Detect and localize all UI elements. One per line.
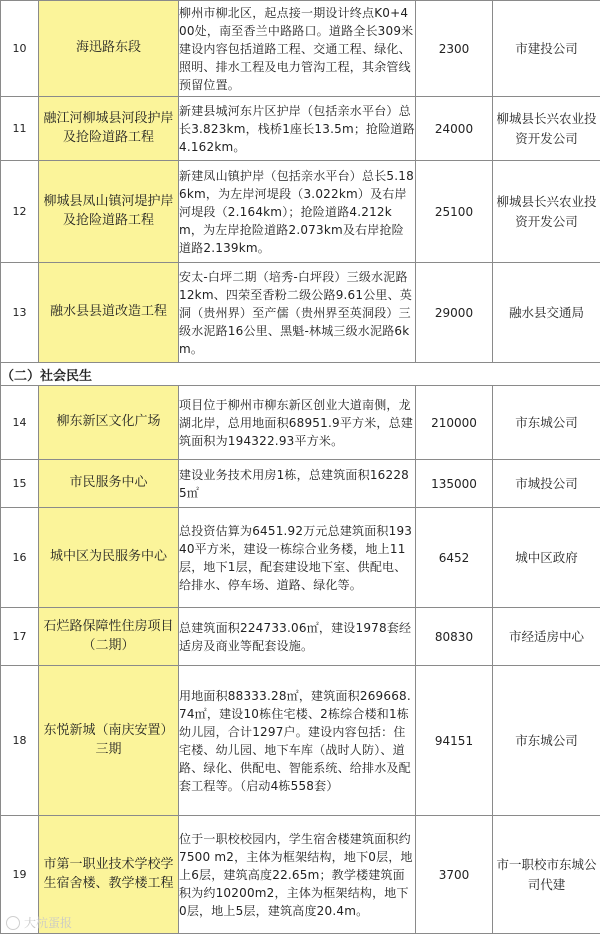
investment-amount: 94151 [416,666,493,816]
responsible-unit: 柳城县长兴农业投资开发公司 [493,161,600,263]
watermark [6,914,72,931]
row-number: 16 [1,508,39,608]
project-content: 建设业务技术用房1栋，总建筑面积162285㎡ [179,460,416,508]
table-row [1,386,600,460]
responsible-unit: 市东城公司 [493,386,600,460]
responsible-unit: 市一职校市东城公司代建 [493,816,600,934]
section-row [1,363,600,386]
table-row [1,97,600,161]
table-row [1,666,600,816]
project-name: 市民服务中心 [39,460,179,508]
row-number: 17 [1,608,39,666]
table-row [1,608,600,666]
row-number: 11 [1,97,39,161]
project-name: 市第一职业技术学校学生宿舍楼、教学楼工程 [39,816,179,934]
investment-amount: 25100 [416,161,493,263]
investment-amount: 135000 [416,460,493,508]
project-name: 柳东新区文化广场 [39,386,179,460]
project-name: 柳城县凤山镇河堤护岸及抢险道路工程 [39,161,179,263]
project-content: 新建县城河东片区护岸（包括亲水平台）总长3.823km，栈桥1座长13.5m；抢险道路4.162km。 [179,97,416,161]
row-number: 13 [1,263,39,363]
watermark-text: 大杭蛋报 [24,916,73,930]
project-content: 总投资估算为6451.92万元总建筑面积19340平方米，建设一栋综合业务楼，地上11层，地下1层，配套建设地下室、供配电、给排水、停车场、道路、绿化等。 [179,508,416,608]
responsible-unit: 市东城公司 [493,666,600,816]
watermark-logo-icon [6,916,20,930]
table-row [1,508,600,608]
section-title: （二）社会民生 [1,363,600,386]
responsible-unit: 市经适房中心 [493,608,600,666]
responsible-unit: 融水县交通局 [493,263,600,363]
project-name: 城中区为民服务中心 [39,508,179,608]
investment-amount: 24000 [416,97,493,161]
row-number: 18 [1,666,39,816]
project-name: 海迅路东段 [39,1,179,97]
row-number: 15 [1,460,39,508]
project-content: 位于一职校校园内，学生宿舍楼建筑面积约7500 m2，主体为框架结构，地下0层，地上6层，建筑高度22.65m；教学楼建筑面积为约10200m2，主体为框架结构，地下0层，地上5层，建筑高度20.4m。 [179,816,416,934]
responsible-unit: 柳城县长兴农业投资开发公司 [493,97,600,161]
responsible-unit: 城中区政府 [493,508,600,608]
responsible-unit: 市建投公司 [493,1,600,97]
table-row [1,816,600,934]
table-row [1,460,600,508]
project-content: 新建凤山镇护岸（包括亲水平台）总长5.186km，为左岸河堤段（3.022km）及右岸河堤段（2.164km）；抢险道路4.212km，为左岸抢险道路2.073km及右岸抢险道路2.139km。 [179,161,416,263]
project-content: 柳州市柳北区，起点接一期设计终点K0+400处，南至香兰中路路口。道路全长309米建设内容包括道路工程、交通工程、绿化、照明、排水工程及电力管沟工程，其余管线预留位置。 [179,1,416,97]
project-content: 项目位于柳州市柳东新区创业大道南侧，龙湖北岸，总用地面积68951.9平方米，总建筑面积为194322.93平方米。 [179,386,416,460]
row-number: 14 [1,386,39,460]
investment-amount: 210000 [416,386,493,460]
table-row [1,161,600,263]
project-content: 安太-白坪二期（培秀-白坪段）三级水泥路12km、四荣至香粉二级公路9.61公里、英洞（贵州界）至产儒（贵州界至英洞段）三级水泥路16公里、黑魁-林城三级水泥路6km。 [179,263,416,363]
investment-amount: 80830 [416,608,493,666]
investment-amount: 2300 [416,1,493,97]
project-name: 融水县县道改造工程 [39,263,179,363]
project-content: 用地面积88333.28㎡，建筑面积269668.74㎡，建设10栋住宅楼、2栋综合楼和1栋幼儿园，合计1297户。建设内容包括：住宅楼、幼儿园、地下车库（战时人防）、道路、绿化、供配电、智能系统、给排水及配套工程等。（启动4栋558套） [179,666,416,816]
table-row [1,1,600,97]
project-name: 石烂路保障性住房项目（二期） [39,608,179,666]
row-number: 19 [1,816,39,934]
project-name: 融江河柳城县河段护岸及抢险道路工程 [39,97,179,161]
investment-amount: 3700 [416,816,493,934]
table-row [1,263,600,363]
investment-amount: 29000 [416,263,493,363]
project-name: 东悦新城（南庆安置）三期 [39,666,179,816]
row-number: 10 [1,1,39,97]
row-number: 12 [1,161,39,263]
project-content: 总建筑面积224733.06㎡，建设1978套经适房及商业等配套设施。 [179,608,416,666]
investment-amount: 6452 [416,508,493,608]
responsible-unit: 市城投公司 [493,460,600,508]
